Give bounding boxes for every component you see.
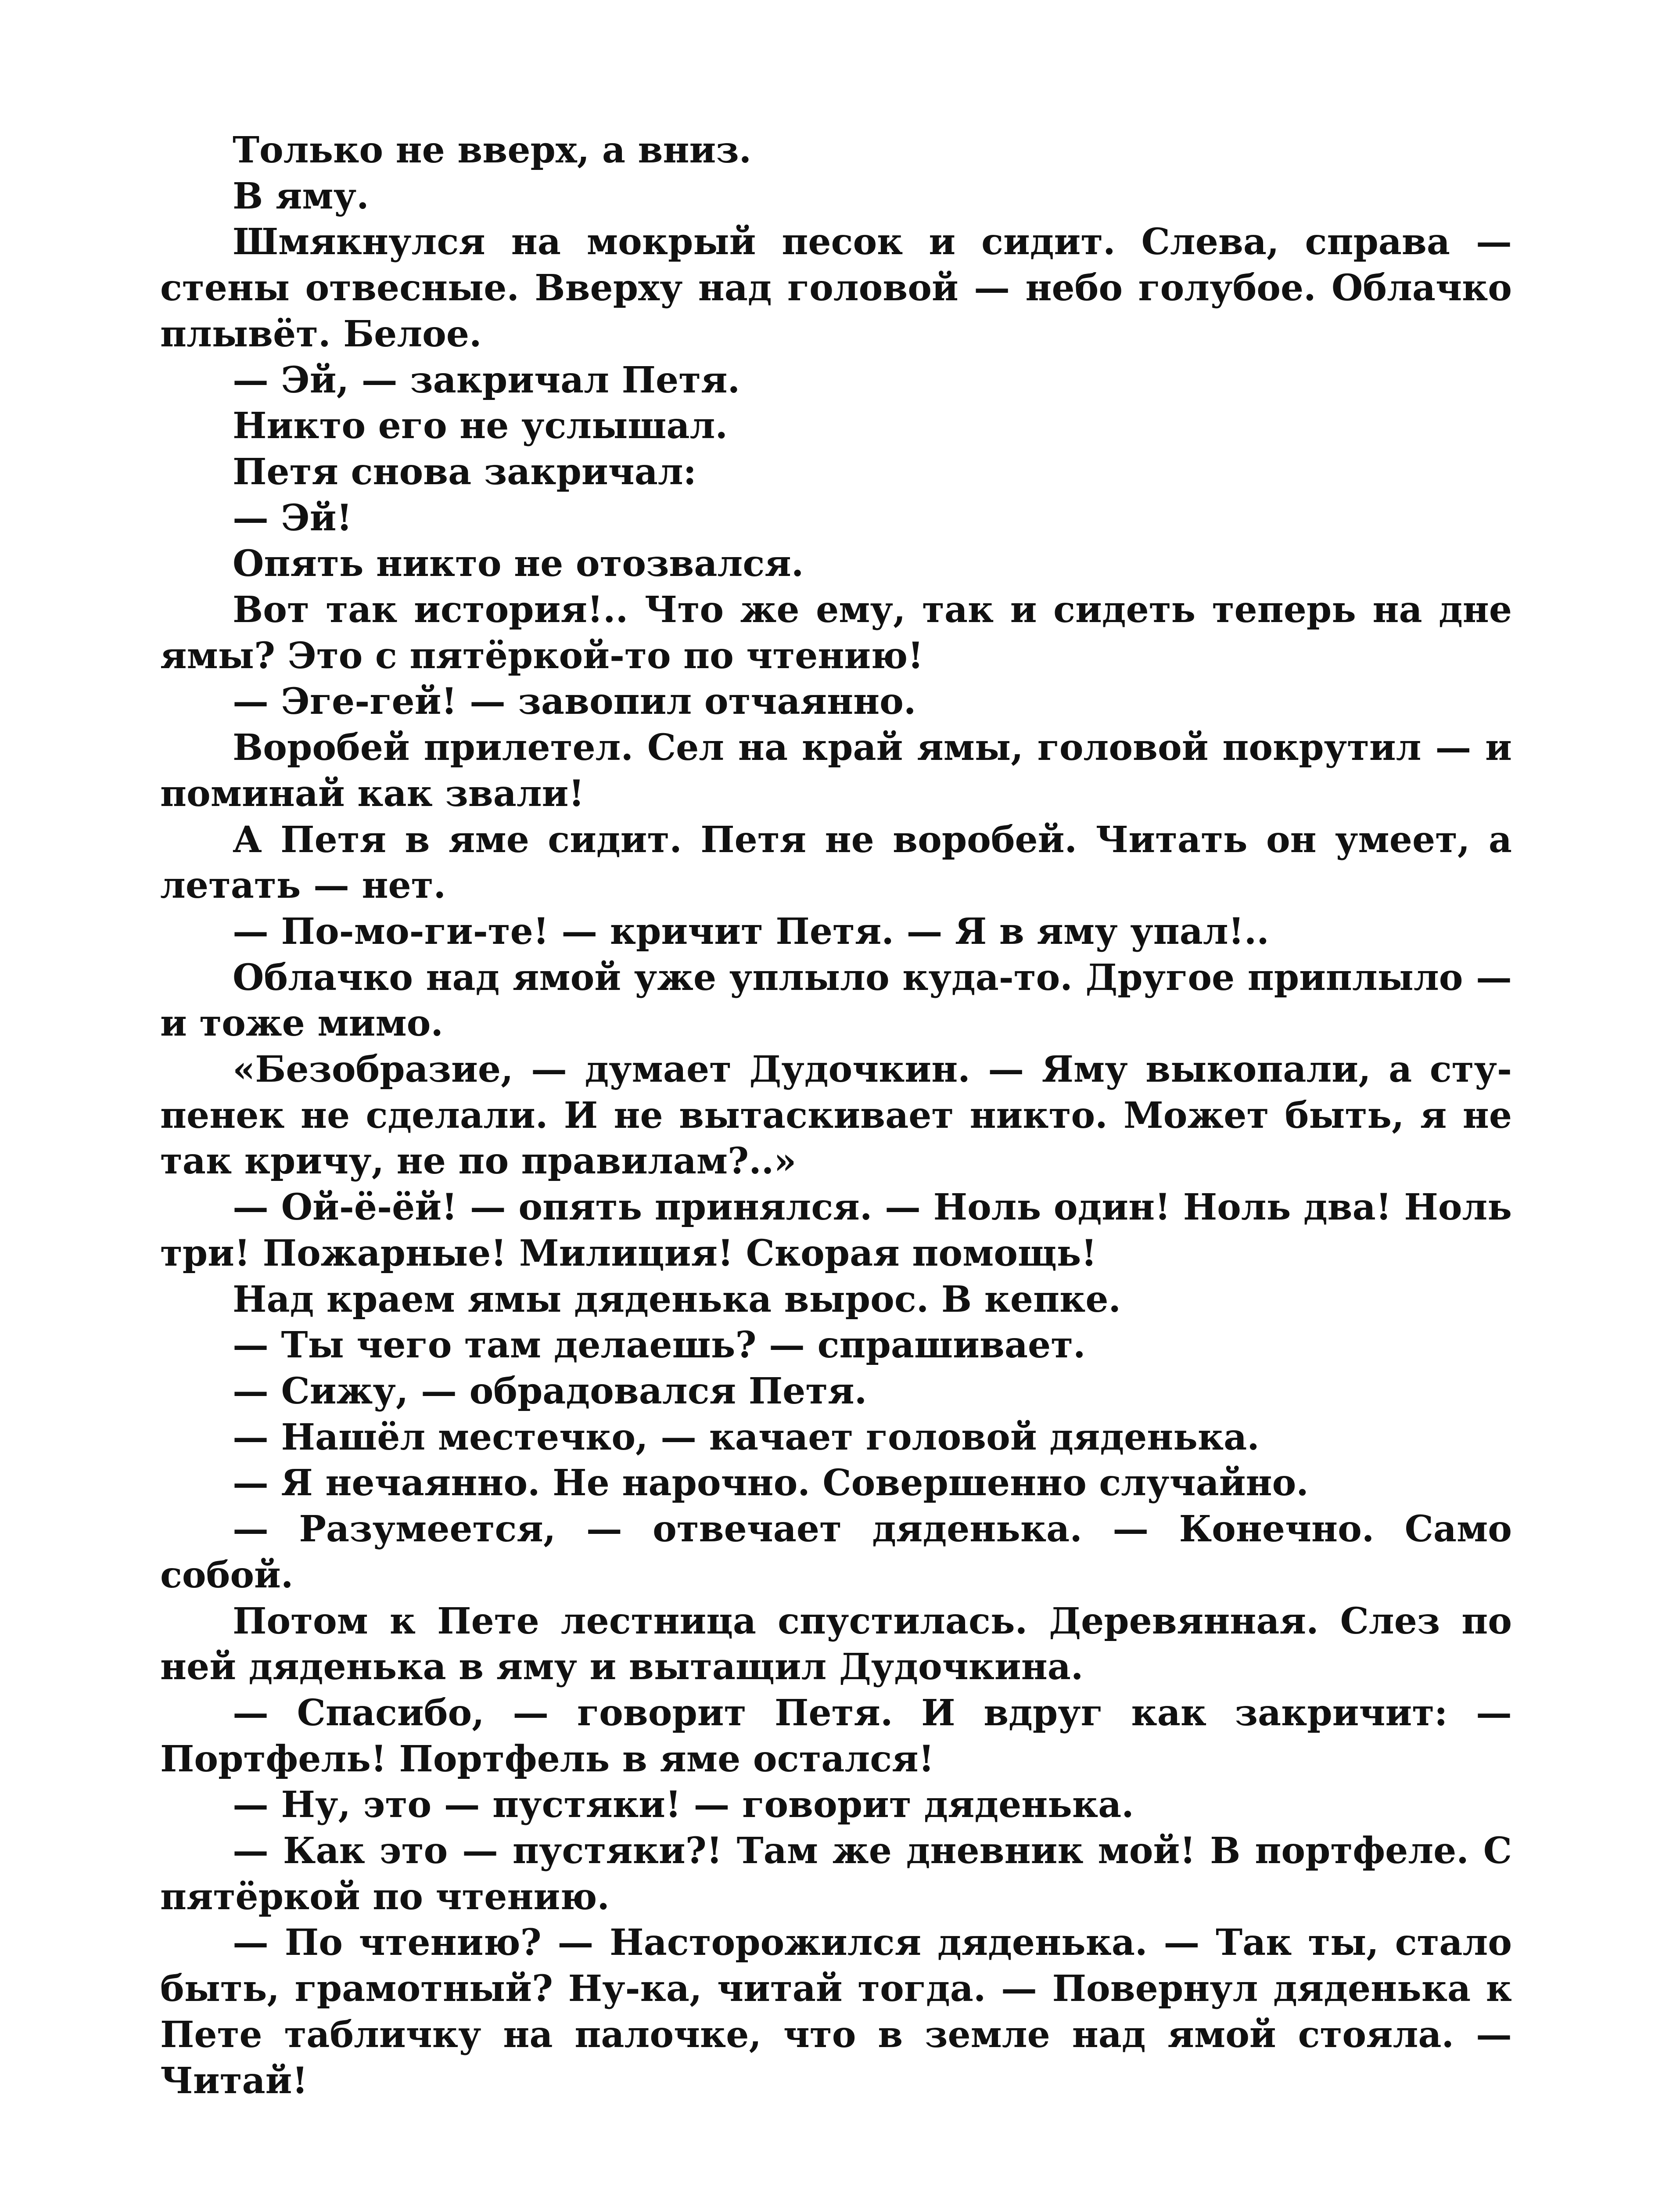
paragraph: — Нашёл местечко, — качает головой дяденька. [233, 1416, 1260, 1458]
paragraph: Облачко над ямой уже уплыло куда-то. Другое приплыло — и тоже мимо. [160, 956, 1512, 1045]
paragraph: — Ты чего там делаешь? — спрашивает. [233, 1324, 1086, 1367]
paragraph: — Эй, — закричал Петя. [233, 359, 740, 401]
paragraph: — Ой-ё-ёй! — опять принялся. — Ноль один! Ноль два! Ноль три! Пожарные! Милиция! Скорая помощь! [160, 1186, 1512, 1274]
paragraph: — Я нечаянно. Не нарочно. Совершенно случайно. [233, 1462, 1309, 1504]
paragraph: Петя снова закричал: [233, 450, 696, 493]
paragraph: Вот так история!.. Что же ему, так и сидеть теперь на дне ямы? Это с пятёркой-то по чтению! [160, 589, 1512, 677]
paragraph: — Ну, это — пустяки! — говорит дяденька. [233, 1784, 1134, 1826]
paragraph: Никто его не услышал. [233, 405, 728, 447]
paragraph: А Петя в яме сидит. Петя не воробей. Читать он умеет, а летать — нет. [160, 818, 1512, 907]
paragraph: — Эй! [233, 497, 352, 539]
paragraph: — Спасибо, — говорит Петя. И вдруг как закричит: — Портфель! Портфель в яме остался! [160, 1691, 1512, 1780]
paragraph: Воробей прилетел. Сел на край ямы, головой покрутил — и поминай как звали! [160, 727, 1512, 815]
paragraph: — Разумеется, — отвечает дяденька. — Конечно. Само собой. [160, 1508, 1512, 1596]
paragraph: Опять никто не отозвался. [233, 543, 804, 585]
paragraph: В яму. [233, 175, 369, 217]
body-text [160, 127, 1512, 2104]
paragraph: «Безобразие, — думает Дудочкин. — Яму выкопали, а ступенек не сделали. И не вытаскивает никто. Может быть, я не так кричу, не по правилам?..» [160, 1048, 1512, 1183]
paragraph: — Как это — пустяки?! Там же дневник мой! В портфеле. С пятёркой по чтению. [160, 1830, 1512, 1918]
paragraph: — Сижу, — обрадовался Петя. [233, 1370, 867, 1412]
paragraph: — По-мо-ги-те! — кричит Петя. — Я в яму упал!.. [233, 910, 1269, 953]
paragraph: Шмякнулся на мокрый песок и сидит. Слева, справа — стены отвесные. Вверху над головой — небо голубое. Облачко плывёт. Белое. [160, 221, 1512, 355]
paragraph: Потом к Пете лестница спустилась. Деревянная. Слез по ней дяденька в яму и вытащил Дудочкина. [160, 1600, 1512, 1688]
paragraph: Над краем ямы дяденька вырос. В кепке. [233, 1278, 1121, 1321]
paragraph: — Эге-гей! — завопил отчаянно. [233, 680, 916, 723]
paragraph: Только не вверх, а вниз. [233, 129, 752, 171]
paragraph: — По чтению? — Насторожился дяденька. — Так ты, стало быть, грамотный? Ну-ка, читай тогда. — Повернул дяденька к Пете табличку на палочке, что в земле над ямой стояла. — Читай! [160, 1922, 1512, 2102]
